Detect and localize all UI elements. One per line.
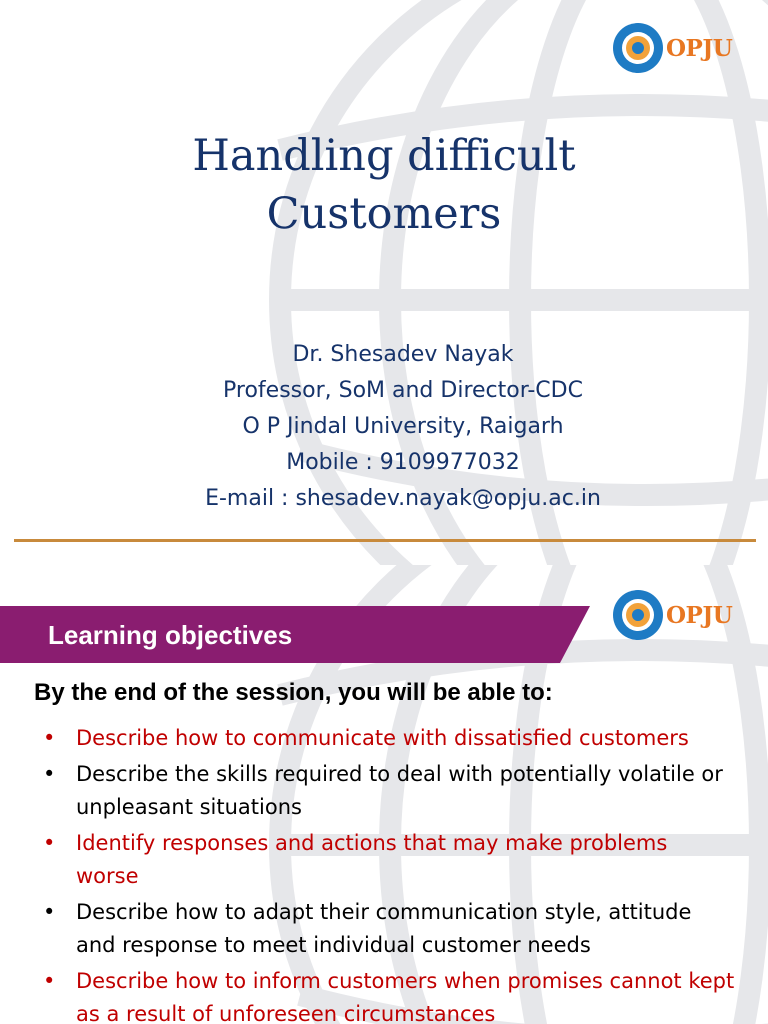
objective-text: Describe how to communicate with dissatisfied customers	[76, 726, 689, 750]
presenter-email: E-mail : shesadev.nayak@opju.ac.in	[205, 486, 601, 511]
objective-text: Identify responses and actions that may make problems worse	[76, 831, 668, 888]
bullet-icon: •	[43, 969, 56, 993]
logo-wordmark: OPJU	[666, 34, 733, 62]
presenter-mobile: Mobile : 9109977032	[286, 450, 520, 475]
title-line: Handling difficult	[192, 131, 576, 181]
bullet-icon: •	[43, 900, 56, 924]
objectives-slide	[0, 565, 768, 1024]
presenter-role: Professor, SoM and Director-CDC	[223, 378, 583, 403]
list-item	[0, 827, 736, 893]
logo-wordmark: OPJU	[666, 601, 733, 629]
opju-logo	[612, 22, 732, 74]
section-title: Learning objectives	[48, 620, 293, 650]
objective-text: Describe how to adapt their communication style, attitude and response to meet individual customer needs	[76, 900, 692, 957]
presenter-name: Dr. Shesadev Nayak	[292, 342, 514, 367]
objective-text: Describe how to inform customers when promises cannot kept as a result of unforeseen circumstances	[76, 969, 735, 1024]
slide-divider	[14, 539, 756, 542]
opju-logo	[612, 589, 732, 641]
university-seal-icon	[612, 22, 664, 74]
bullet-icon: •	[43, 726, 56, 750]
list-item	[0, 896, 736, 962]
presenter-university: O P Jindal University, Raigarh	[242, 414, 564, 439]
lead-text: By the end of the session, you will be able to:	[34, 679, 553, 706]
objectives-list	[0, 722, 736, 1024]
list-item	[0, 758, 736, 824]
slide-title	[0, 127, 768, 243]
list-item	[0, 722, 736, 755]
bullet-icon: •	[43, 831, 56, 855]
list-item	[0, 965, 736, 1024]
objective-text: Describe the skills required to deal with potentially volatile or unpleasant situations	[76, 762, 723, 819]
university-seal-icon	[612, 589, 664, 641]
title-line: Customers	[266, 189, 502, 239]
bullet-icon: •	[43, 762, 56, 786]
presenter-info	[0, 337, 768, 517]
